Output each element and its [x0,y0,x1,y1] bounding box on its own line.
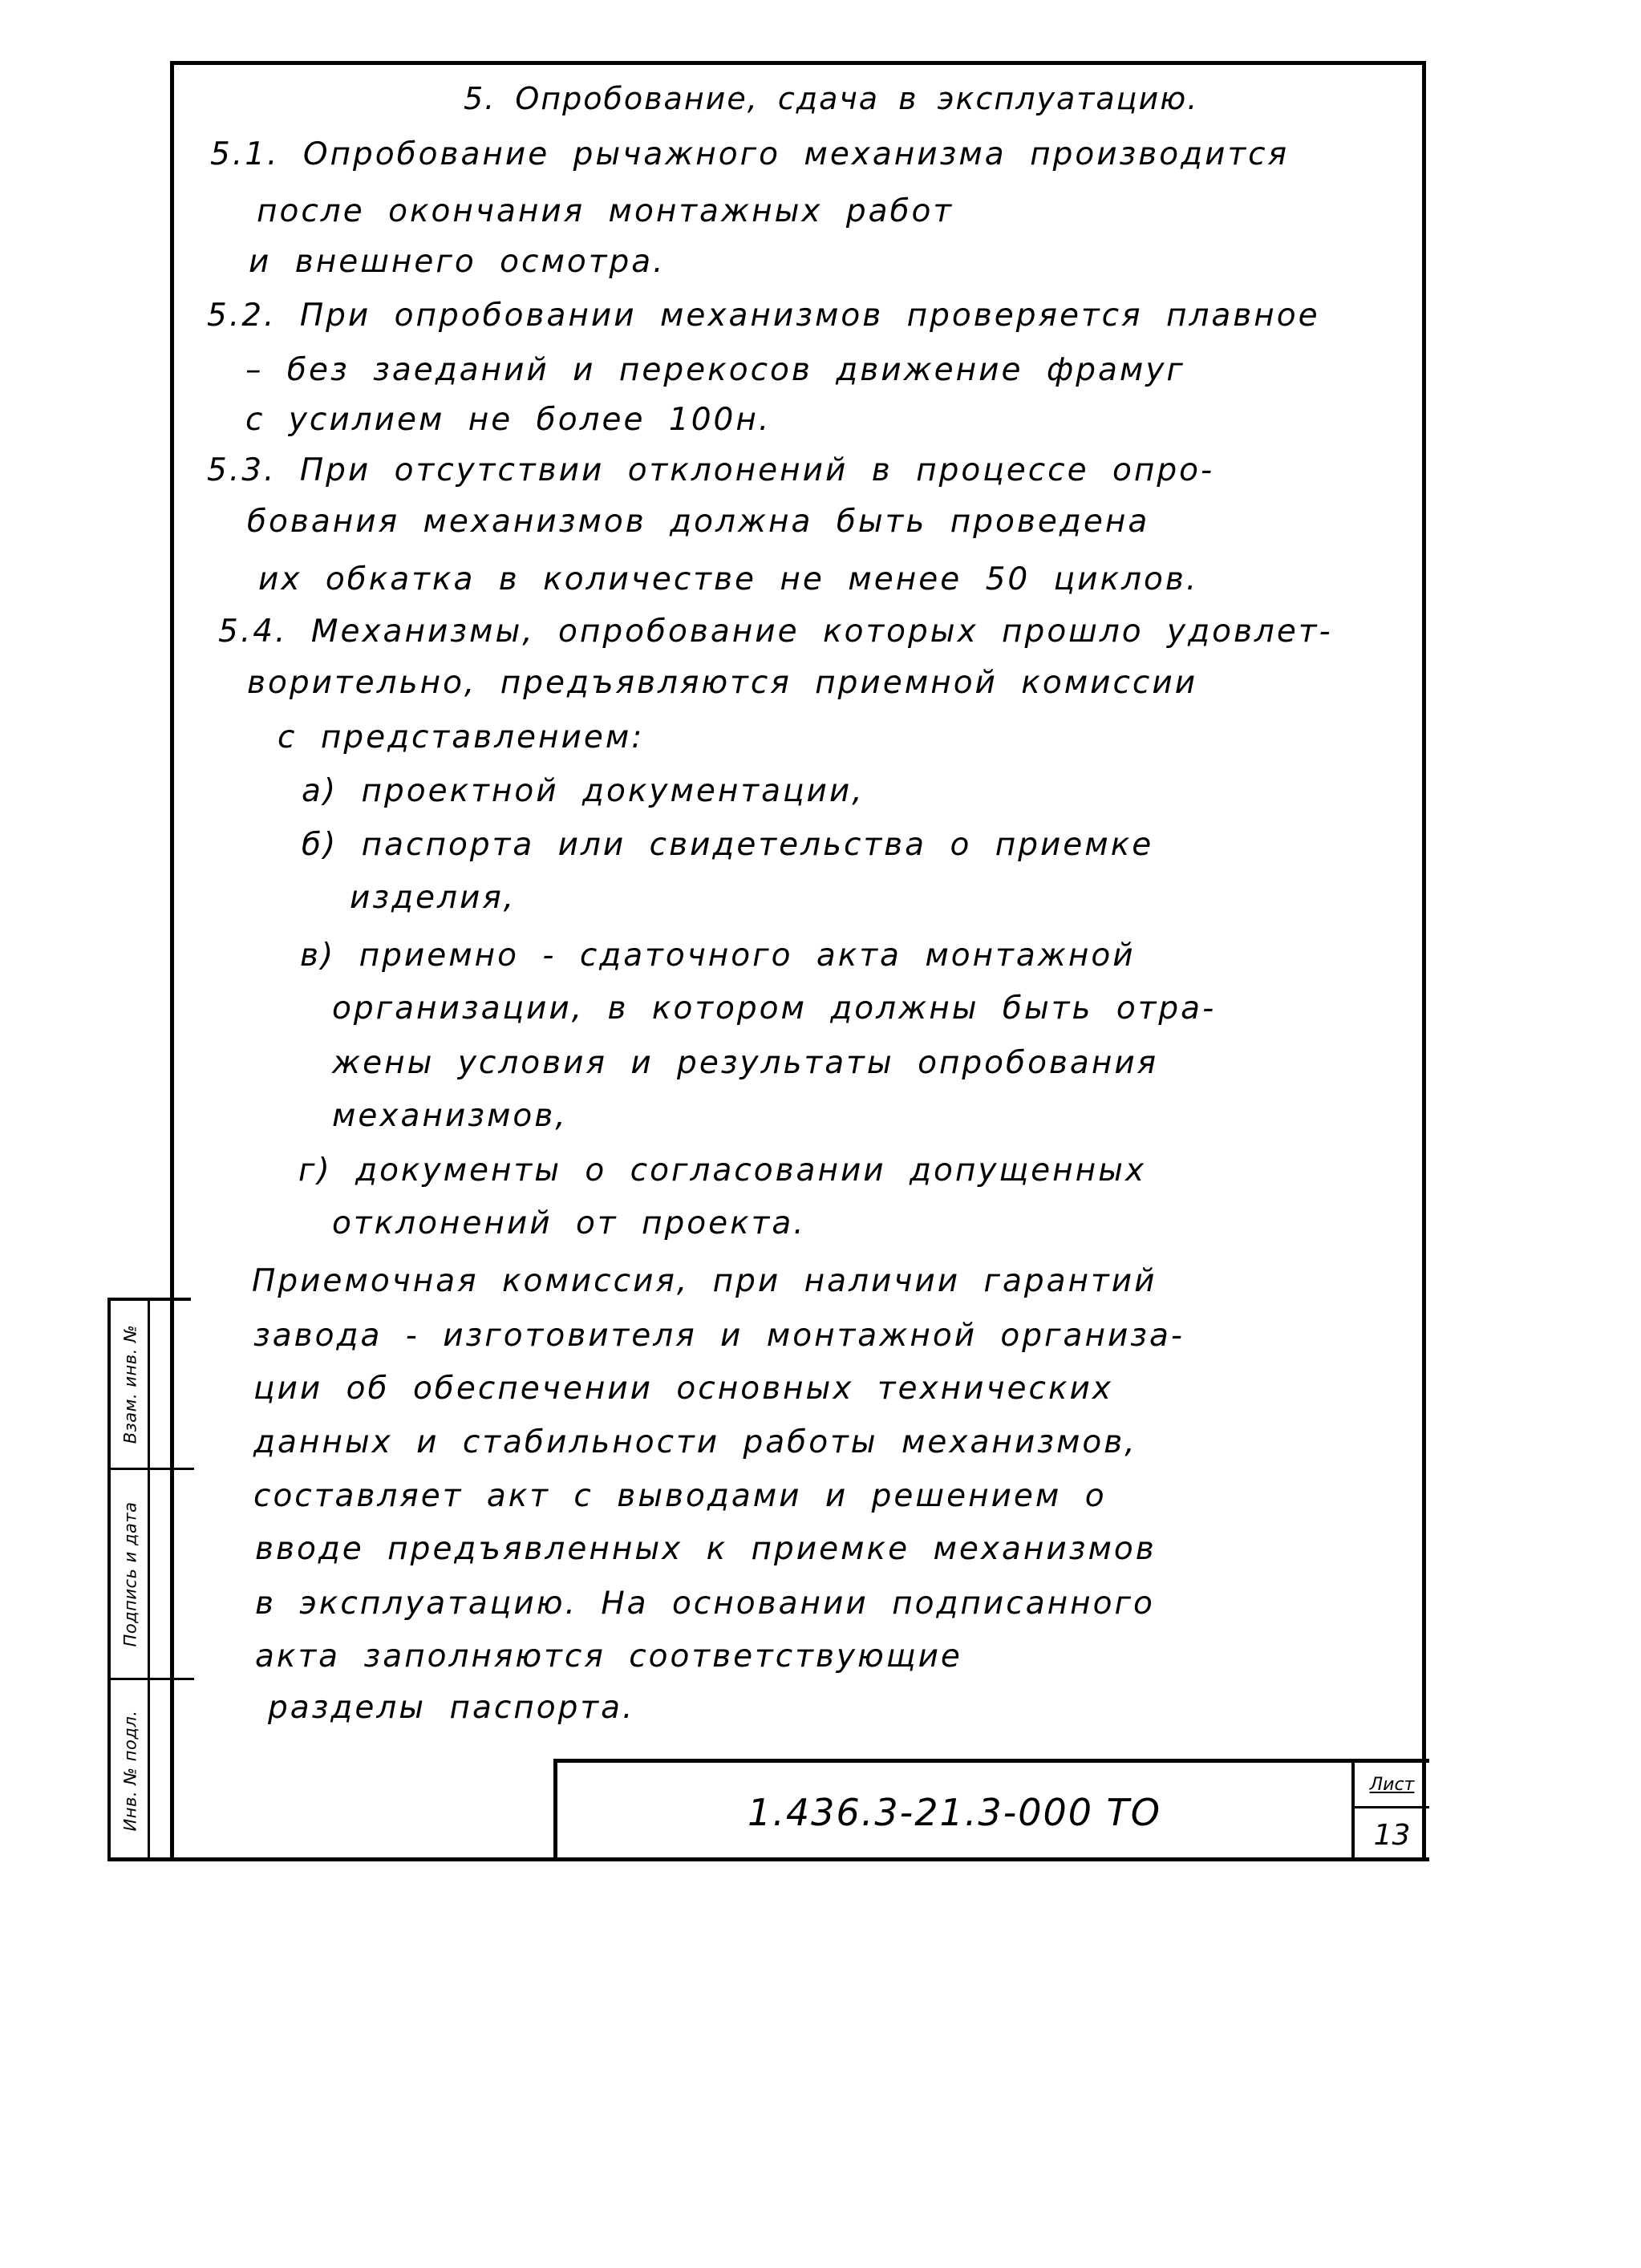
body-line: в эксплуатацию. На основании подписанного [255,1586,1155,1622]
body-line: с усилием не более 100н. [245,402,772,438]
sheet-number: 13 [1373,1818,1411,1852]
body-line: ворительно, предъявляются приемной комиссии [247,665,1198,701]
body-line: механизмов, [332,1098,568,1134]
sheet-label: Лист [1355,1763,1429,1808]
side-stamp-label-inventory: Инв. № подл. [120,1710,140,1832]
body-line: после окончания монтажных работ [257,193,954,229]
body-line: 5.1. Опробование рычажного механизма производится [210,136,1290,172]
body-line: с представлением: [278,719,645,755]
body-line: – без заеданий и перекосов движение фрамуг [245,352,1185,388]
side-stamp-label-signature: Подпись и дата [120,1501,140,1646]
body-line: б) паспорта или свидетельства о приемке [302,827,1154,863]
body-line: данных и стабильности работы механизмов, [253,1424,1137,1460]
body-line: вводе предъявленных к приемке механизмов [255,1531,1157,1567]
body-line: организации, в котором должны быть отра- [332,990,1217,1027]
body-line: завода - изготовителя и монтажной организа- [253,1318,1185,1354]
body-line: г) документы о согласовании допущенных [298,1152,1147,1189]
body-line: 5.4. Механизмы, опробование которых прошло удовлет- [218,614,1333,650]
body-line: Приемочная комиссия, при наличии гарантий [252,1263,1157,1299]
document-designation: 1.436.3-21.3-000 ТО [748,1790,1161,1834]
body-line: акта заполняются соответствующие [255,1638,962,1675]
body-line: а) проектной документации, [302,773,865,809]
body-line: ции об обеспечении основных технических [253,1371,1113,1407]
body-line: в) приемно - сдаточного акта монтажной [300,938,1136,974]
body-line: и внешнего осмотра. [249,244,666,280]
body-line: жены условия и результаты опробования [332,1045,1159,1081]
side-stamp-label-replacement: Взам. инв. № [120,1324,140,1444]
body-line: составляет акт с выводами и решением о [253,1478,1107,1514]
body-line: отклонений от проекта. [332,1205,806,1241]
body-line: разделы паспорта. [268,1690,635,1726]
body-line: 5.2. При опробовании механизмов проверяется плавное [207,298,1320,334]
body-line: изделия, [350,880,517,916]
body-line: 5.3. При отсутствии отклонений в процессе опро- [207,452,1215,488]
body-line: их обкатка в количестве не менее 50 циклов. [258,561,1199,597]
section-heading: 5. Опробование, сдача в эксплуатацию. [464,81,1199,116]
body-line: бования механизмов должна быть проведена [247,504,1150,540]
